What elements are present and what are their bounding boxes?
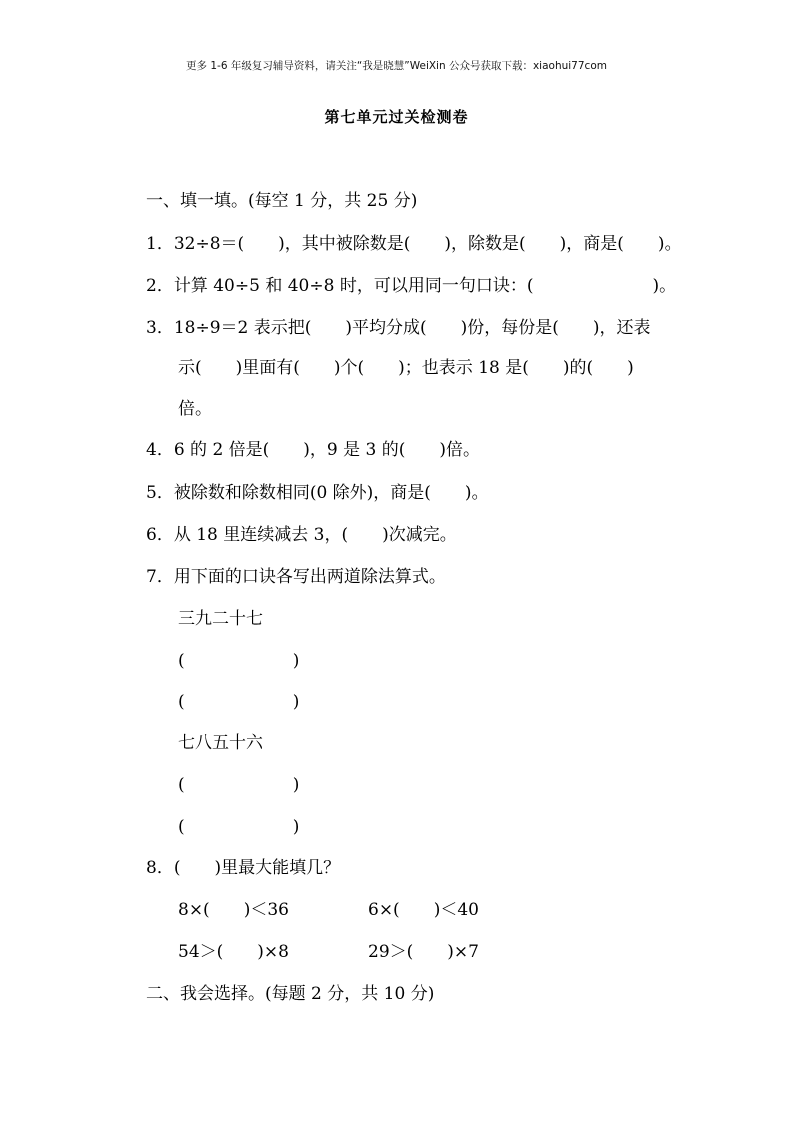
question-7: 7．用下面的口诀各写出两道除法算式。 bbox=[146, 567, 446, 587]
header-note: 更多 1-6 年级复习辅导资料，请关注“我是晓慧”WeiXin 公众号获取下载：xiaohui77com bbox=[186, 60, 607, 72]
question-8-item-c: 54＞( )×8 bbox=[178, 942, 289, 962]
question-3-line3: 倍。 bbox=[178, 399, 212, 419]
question-7-answer-blank: ( ) bbox=[178, 651, 300, 671]
question-3-line1: 3．18÷9＝2 表示把( )平均分成( )份，每份是( )，还表 bbox=[146, 318, 651, 338]
question-2: 2．计算 40÷5 和 40÷8 时，可以用同一句口诀：( )。 bbox=[146, 276, 677, 296]
question-6: 6．从 18 里连续减去 3，( )次减完。 bbox=[146, 525, 457, 545]
question-5: 5．被除数和除数相同(0 除外)，商是( )。 bbox=[146, 483, 489, 503]
section1-heading: 一、填一填。(每空 1 分，共 25 分) bbox=[146, 191, 418, 211]
question-4: 4．6 的 2 倍是( )，9 是 3 的( )倍。 bbox=[146, 440, 481, 460]
question-8-item-d: 29＞( )×7 bbox=[368, 942, 479, 962]
question-8-item-a: 8×( )＜36 bbox=[178, 900, 289, 920]
question-8: 8．( )里最大能填几？ bbox=[146, 858, 341, 878]
question-7-kouju-2: 七八五十六 bbox=[178, 733, 263, 753]
question-8-item-b: 6×( )＜40 bbox=[368, 900, 479, 920]
question-7-answer-blank: ( ) bbox=[178, 692, 300, 712]
question-3-line2: 示( )里面有( )个( )；也表示 18 是( )的( ) bbox=[178, 358, 634, 378]
question-7-kouju-1: 三九二十七 bbox=[178, 609, 263, 629]
question-1: 1．32÷8＝( )，其中被除数是( )，除数是( )，商是( )。 bbox=[146, 234, 682, 254]
page-title: 第七单元过关检测卷 bbox=[324, 108, 469, 126]
section2-heading: 二、我会选择。(每题 2 分，共 10 分) bbox=[146, 984, 435, 1004]
question-7-answer-blank: ( ) bbox=[178, 817, 300, 837]
question-7-answer-blank: ( ) bbox=[178, 775, 300, 795]
